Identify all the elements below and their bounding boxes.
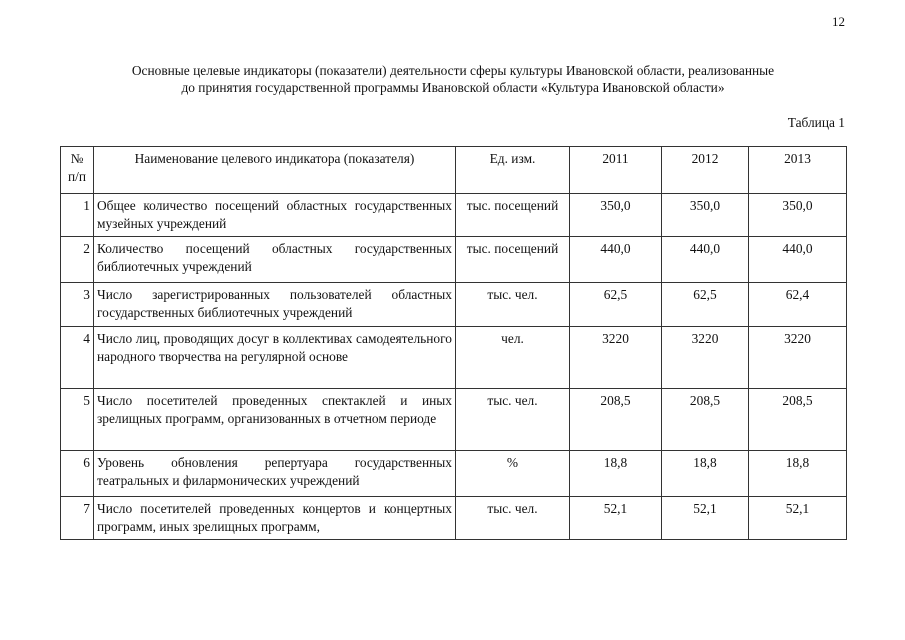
value-2012: 350,0 <box>662 194 749 237</box>
value-2011: 52,1 <box>570 497 662 540</box>
value-2013: 18,8 <box>749 451 847 497</box>
value-2012: 3220 <box>662 327 749 389</box>
value-2011: 3220 <box>570 327 662 389</box>
header-year-2013: 2013 <box>749 147 847 194</box>
table-row <box>61 497 847 540</box>
header-name: Наименование целевого индикатора (показателя) <box>94 147 456 194</box>
indicator-name: Общее количество посещений областных государственных музейных учреждений <box>94 194 456 237</box>
row-number: 2 <box>61 237 94 283</box>
value-2012: 440,0 <box>662 237 749 283</box>
value-2011: 440,0 <box>570 237 662 283</box>
table-row <box>61 327 847 389</box>
unit-cell: тыс. посещений <box>456 194 570 237</box>
unit-cell: тыс. чел. <box>456 283 570 327</box>
row-number: 3 <box>61 283 94 327</box>
header-unit: Ед. изм. <box>456 147 570 194</box>
row-number: 1 <box>61 194 94 237</box>
row-number: 7 <box>61 497 94 540</box>
document-title <box>60 62 846 96</box>
value-2011: 208,5 <box>570 389 662 451</box>
unit-cell: тыс. посещений <box>456 237 570 283</box>
table-row <box>61 283 847 327</box>
table-caption: Таблица 1 <box>787 115 845 130</box>
value-2013: 62,4 <box>749 283 847 327</box>
value-2013: 440,0 <box>749 237 847 283</box>
value-2013: 52,1 <box>749 497 847 540</box>
indicator-name: Уровень обновления репертуара государственных театральных и филармонических учреждений <box>94 451 456 497</box>
indicator-name: Число зарегистрированных пользователей областных государственных библиотечных учреждений <box>94 283 456 327</box>
row-number: 5 <box>61 389 94 451</box>
value-2012: 62,5 <box>662 283 749 327</box>
value-2012: 18,8 <box>662 451 749 497</box>
unit-cell: % <box>456 451 570 497</box>
unit-cell: чел. <box>456 327 570 389</box>
document-title-line-2: до принятия государственной программы Ивановской области «Культура Ивановской области» <box>181 80 725 95</box>
table-row <box>61 194 847 237</box>
unit-cell: тыс. чел. <box>456 389 570 451</box>
indicator-name: Число посетителей проведенных спектаклей и иных зрелищных программ, организованных в отчетном периоде <box>94 389 456 451</box>
value-2012: 52,1 <box>662 497 749 540</box>
value-2011: 18,8 <box>570 451 662 497</box>
indicators-table <box>60 146 847 540</box>
table-row <box>61 451 847 497</box>
row-number: 4 <box>61 327 94 389</box>
table-header-row <box>61 147 847 194</box>
unit-cell: тыс. чел. <box>456 497 570 540</box>
indicator-name: Число лиц, проводящих досуг в коллективах самодеятельного народного творчества на регулярной основе <box>94 327 456 389</box>
table-row <box>61 389 847 451</box>
header-year-2011: 2011 <box>570 147 662 194</box>
value-2011: 350,0 <box>570 194 662 237</box>
value-2013: 208,5 <box>749 389 847 451</box>
page-number: 12 <box>832 14 845 29</box>
indicator-name: Число посетителей проведенных концертов и концертных программ, иных зрелищных программ, <box>94 497 456 540</box>
row-number: 6 <box>61 451 94 497</box>
value-2011: 62,5 <box>570 283 662 327</box>
value-2013: 350,0 <box>749 194 847 237</box>
table-row <box>61 237 847 283</box>
value-2012: 208,5 <box>662 389 749 451</box>
header-year-2012: 2012 <box>662 147 749 194</box>
document-title-line-1: Основные целевые индикаторы (показатели) деятельности сферы культуры Ивановской области, реализованные <box>131 63 775 78</box>
indicator-name: Количество посещений областных государственных библиотечных учреждений <box>94 237 456 283</box>
value-2013: 3220 <box>749 327 847 389</box>
header-num: № п/п <box>61 147 94 194</box>
